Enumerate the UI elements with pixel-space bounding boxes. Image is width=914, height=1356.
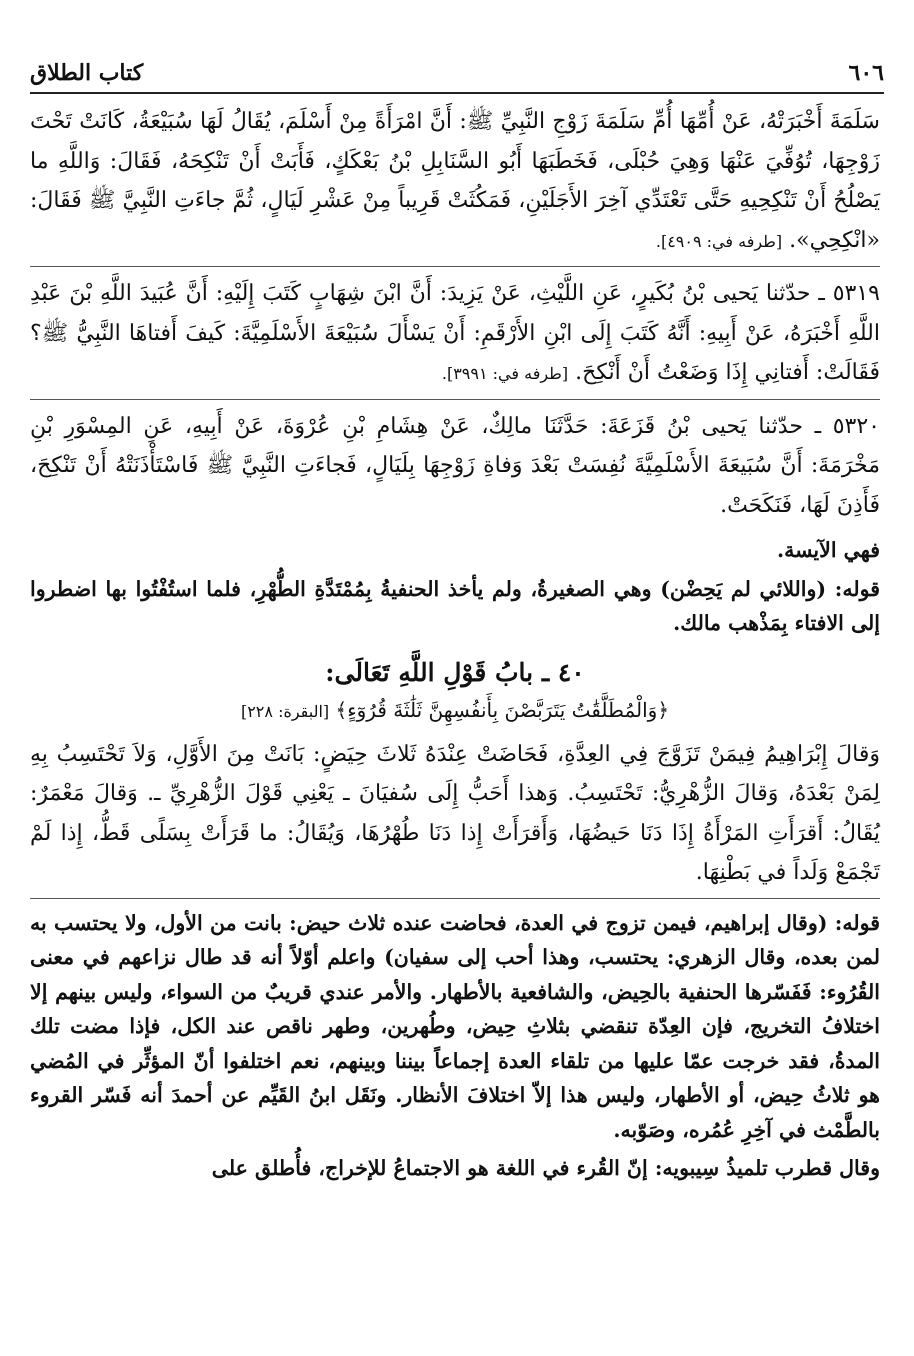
commentary-paragraph: قوله: (وقال إبراهيم، فيمن تزوج في العدة، فحاضت عنده ثلاث حيض: بانت من الأول، ولا يحتسب به لمن بعده، وقال الزهري: يحتسب، وهذا أحب إلى سفيان) واعلم أوّلاً أنه قد طال نزاعهم في معنى القُرُوء: فَفَسّرها الحنفية بالحِيض، والشافعية بالأطهار. والأمر عندي قريبٌ من السواء، وليس بينهم إلا اختلافُ التخريج، فإن العِدّة تنقضي بثلاثِ حِيض، وطُهرين، وطهر ناقص عند الكل، فإذا مضت تلك المدةُ، فقد خرجت عمّا عليها من تلقاء العدة إجماعاً بيننا وبينهم، نعم اختلفوا أنّ المؤثِّر في المُضي هو ثلاثُ حِيض، أو الأطهار، وليس هذا إلاّ اختلافَ الأنظار. ونَقَل ابنُ القَيِّم عن أحمدَ أنه فَسّر القروء بالطَّمْث في آخِرِ عُمُره، وصَوّبه. — [30, 910, 880, 1142]
ayah-text: ﴿وَالْمُطَلَّقَٰتُ يَتَرَبَّصْنَ بِأَنفُسِهِنَّ ثَلَٰثَةَ قُرُوٓءٍ﴾ — [335, 697, 670, 722]
commentary-paragraph: وقال قطرب تلميذُ سِيبويه: إنّ القُرء في اللغة هو الاجتماعُ للإخراج، فأُطلق على — [211, 1156, 880, 1180]
page-number: ٦٠٦ — [848, 60, 884, 86]
ayah-reference: [البقرة: ٢٢٨] — [240, 701, 330, 721]
cross-reference: [طرفه في: ٣٩٩١]. — [441, 364, 569, 383]
hadith-text: سَلَمَةَ أَخْبَرَتْهُ، عَنْ أُمِّهَا أُمِّ سَلَمَةَ زَوْجِ النَّبِيِّ ﷺ: أَنَّ امْرَأَةً مِنْ أَسْلَمَ، يُقَالُ لَهَا سُبَيْعَةُ، كَانَتْ تَحْتَ زَوْجِهَا، تُوُفِّيَ عَنْهَا وَهِيَ حُبْلَى، فَخَطَبَهَا أَبُو السَّنَابِلِ بْنُ بَعْكَكٍ، فَأَبَتْ أَنْ تَنْكِحَهُ، فَقَالَ: وَاللَّهِ ما يَصْلُحُ أَنْ تَنْكِحِيهِ حَتَّى تَعْتَدِّي آخِرَ الأَجَلَيْنِ، فَمَكُثَتْ قَرِيباً مِنْ عَشْرِ لَيَالٍ، ثُمَّ جاءَتِ النَّبِيَّ ﷺ فَقَالَ: «انْكِحِي». — [30, 109, 880, 253]
book-title: كتاب الطلاق — [30, 60, 144, 86]
section-divider — [30, 898, 880, 899]
cross-reference: [طرفه في: ٤٩٠٩]. — [655, 231, 783, 251]
hadith-5320 — [30, 407, 880, 526]
commentary-line: فهي الآيسة. — [777, 538, 880, 562]
page-content — [30, 102, 880, 1186]
hadith-divider — [30, 266, 880, 267]
hadith-text: ٥٣١٩ ـ حدّثنا يَحيى بْنُ بُكَيرٍ، عَنِ اللَّيْثِ، عَنْ يَزِيدَ: أَنَّ ابْنَ شِهَابٍ كَتَبَ إِلَيْهِ: أَنَّ عُبَيدَ اللَّهِ بْنَ عَبْدِ اللَّهِ أَخْبَرَهُ، عَنْ أَبِيهِ: أَنَّهُ كَتَبَ إِلَى ابْنِ الأَرْقَمِ: أَنْ يَسْأَلَ سُبَيْعَةَ الأَسْلَمِيَّةَ: كَيفَ أَفتاهَا النَّبِيُّ ﷺ؟ فَقَالَتْ: أَفتانِي إِذَا وَضَعْتُ أَنْ أَنْكِحَ. — [30, 281, 880, 385]
hadith-continuation — [30, 102, 880, 261]
running-header — [30, 52, 884, 86]
quran-verse — [30, 693, 880, 729]
header-rule — [30, 92, 884, 94]
hadith-divider — [30, 399, 880, 400]
hadith-text: ٥٣٢٠ ـ حدّثنا يَحيى بْنُ قَزَعَةَ: حَدَّثَنَا مالِكٌ، عَنْ هِشَامِ بْنِ عُرْوَةَ، عَنْ أَبِيهِ، عَنِ المِسْوَرِ بْنِ مَخْرَمَةَ: أَنَّ سُبَيعَةَ الأَسْلَمِيَّةَ نُفِسَتْ بَعْدَ وَفاةِ زَوْجِهَا بِلَيَالٍ، فَجاءَتِ النَّبِيَّ ﷺ فَاسْتَأْذَنَتْهُ أَنْ تَنْكِحَ، فَأَذِنَ لَهَا، فَنَكَحَتْ. — [30, 413, 880, 518]
chapter-text: وَقالَ إِبْرَاهِيمُ فِيمَنْ تَزَوَّجَ فِي العِدَّةِ، فَحَاضَتْ عِنْدَهُ ثَلاثَ حِيَضٍ: بَانَتْ مِنَ الأَوَّلِ، وَلاَ تَحْتَسِبُ بِهِ لِمَنْ بَعْدَهُ، وَقالَ الزُّهْرِيُّ: تَحْتَسِبُ. وَهذا أَحَبُّ إِلَى سُفيَانَ ـ يَعْنِي قَوْلَ الزُّهْرِيِّ ـ. وَقالَ مَعْمَرٌ: يُقَالُ: أَقرَأَتِ المَرْأَةُ إِذَا دَنَا حَيضُهَا، وَأَقرَأَتْ إِذا دَنَا طُهْرُهَا، وَيُقَالُ: ما قَرَأَتْ بِسَلًى قَطُّ، إِذا لَمْ تَجْمَعْ وَلَداً في بَطْنِهَا. — [30, 741, 880, 885]
commentary-paragraph: قوله: (واللائي لم يَحِضْن) وهي الصغيرةُ، ولم يأخذ الحنفيةُ بِمُمْتَدَّةِ الطُّهْرِ، فلما استُفْتُوا بها اضطروا إلى الافتاء بِمَذْهب مالك. — [30, 576, 880, 635]
chapter-heading: ٤٠ ـ بابُ قَوْلِ اللَّهِ تَعَالَى: — [325, 657, 585, 687]
hadith-5319 — [30, 274, 880, 394]
